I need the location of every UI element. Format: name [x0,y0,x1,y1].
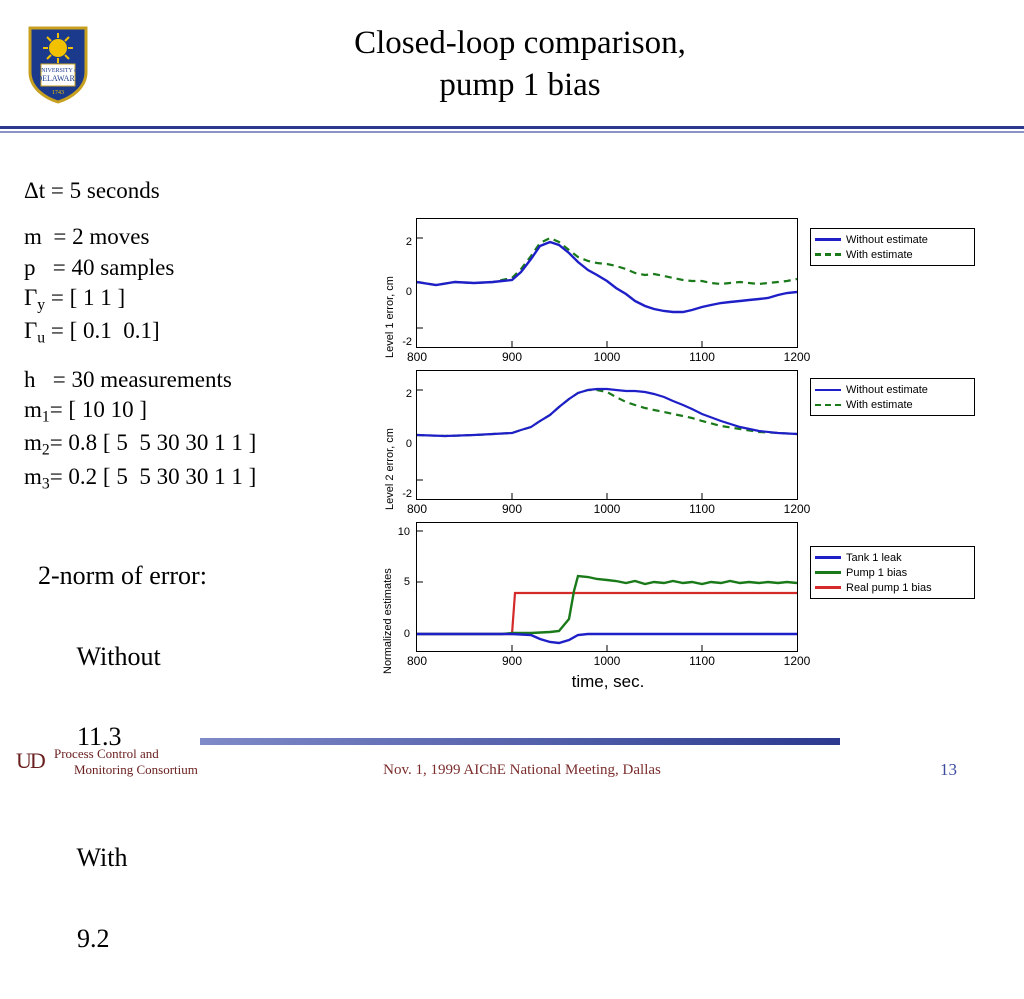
chart1-legend [810,228,975,266]
chart2-legend-label-0: Without estimate [846,383,928,396]
chart3-legend-item-0 [815,550,969,565]
chart2-legend-item-0 [815,382,969,397]
chart1-xtick-1100: 1100 [689,350,715,364]
chart2-legend-item-1 [815,397,969,412]
param-m1: $m_1=$ [ 10 10 ] [24,397,147,426]
university-seal-logo [27,26,89,104]
two-norm-label-with: With [76,843,128,873]
chart3-legend-label-1: Pump 1 bias [846,566,908,579]
chart3-xtick-1200: 1200 [783,654,811,668]
title-line-2: pump 1 bias [439,67,601,104]
chart2-ytick-m2: -2 [402,488,412,500]
chart2-legend-label-1: With estimate [846,398,913,411]
legend-swatch-dashed-icon [815,404,841,406]
charts-panel [378,218,998,691]
footer-org-line-1: Process Control and [54,746,159,761]
two-norm-row-with [38,798,368,999]
legend-swatch-line-icon [815,556,841,559]
param-p: p = 40 samples [24,254,175,280]
chart3-plot [417,523,797,651]
chart3-legend-label-0: Tank 1 leak [846,551,902,564]
chart1-ytick-m2: -2 [402,336,412,348]
chart2-xtick-800: 800 [406,502,428,516]
legend-swatch-dashed-icon [815,253,841,256]
chart3-xlabel: time, sec. [571,672,645,691]
chart1-legend-label-1: With estimate [846,248,913,261]
param-m: m = 2 moves [24,224,150,250]
svg-text:1743: 1743 [52,90,64,96]
chart2-xtick-1200: 1200 [783,502,811,516]
chart2-ytick-2: 2 [405,388,412,400]
ud-monogram: UD [16,748,44,773]
chart2-axes [416,370,798,500]
chart3-xtick-900: 900 [501,654,523,668]
chart1-xtick-1200: 1200 [783,350,811,364]
chart1-legend-label-0: Without estimate [846,233,928,246]
param-group-1 [24,222,374,349]
chart1-legend-item-0 [815,232,969,247]
chart2-ytick-0: 0 [405,438,412,450]
chart3-legend-item-2 [815,580,969,595]
legend-swatch-line-icon [815,586,841,589]
chart3-axes [416,522,798,652]
chart2-xtick-1000: 1000 [593,502,621,516]
chart3-xtick-1000: 1000 [593,654,621,668]
chart1-legend-item-1 [815,247,969,262]
svg-text:UNIVERSITY of: UNIVERSITY of [36,68,80,74]
param-dt: Δt = 5 seconds [24,178,160,203]
chart3-ytick-5: 5 [403,576,410,588]
chart3-legend [810,546,975,599]
title-line-1: Closed-loop comparison, [354,25,686,61]
footer-org-line-2: Monitoring Consortium [74,762,198,778]
chart1-ylabel: Level 1 error, cm [384,276,396,358]
param-gamma-y: $\Gamma_y$ = [ 1 1 ] [24,285,126,314]
delta-t-line [24,176,374,206]
chart2-legend [810,378,975,416]
header-divider-secondary [0,131,1024,133]
chart3-xtick-800: 800 [406,654,428,668]
chart3-legend-item-1 [815,565,969,580]
page-number: 13 [940,760,957,779]
two-norm-value-without: 11.3 [77,722,122,752]
footer-divider [200,738,840,745]
chart1-plot [417,219,797,347]
chart2-plot [417,371,797,499]
param-gamma-u: $\Gamma_u$ = [ 0.1 0.1] [24,318,160,347]
two-norm-label-without: Without [76,641,161,671]
chart1-xtick-800: 800 [406,350,428,364]
chart3-ytick-0: 0 [403,628,410,640]
chart3-xtick-1100: 1100 [689,654,715,668]
legend-swatch-line-icon [815,571,841,574]
chart1-xtick-900: 900 [501,350,523,364]
chart1-ytick-0: 0 [405,286,412,298]
param-m2: $m_2= 0.8$ [ 5 5 30 30 1 1 ] [24,430,257,459]
chart3-legend-label-2: Real pump 1 bias [846,581,932,594]
chart3-ylabel: Normalized estimates [382,568,394,674]
chart2-xtick-900: 900 [501,502,523,516]
chart1-ytick-2: 2 [405,236,412,248]
footer-meeting-info: Nov. 1, 1999 AIChE National Meeting, Dallas [383,762,661,778]
chart1-axes [416,218,798,348]
param-group-2 [24,365,374,494]
param-h: h = 30 measurements [24,367,232,393]
legend-swatch-line-icon [815,238,841,241]
two-norm-value-with: 9.2 [77,923,110,953]
chart2-xtick-1100: 1100 [689,502,715,516]
chart1-xtick-1000: 1000 [593,350,621,364]
page-title [160,22,880,106]
svg-text:DELAWARE: DELAWARE [36,74,80,83]
legend-swatch-line-icon [815,389,841,391]
parameters-block [24,176,374,511]
header-divider [0,126,1024,129]
chart2-ylabel: Level 2 error, cm [384,428,396,510]
two-norm-heading: 2-norm of error: [38,561,207,590]
chart3-ytick-10: 10 [397,526,410,538]
footer-organization [22,746,282,779]
param-m3: $m_3= 0.2$ [ 5 5 30 30 1 1 ] [24,463,257,492]
